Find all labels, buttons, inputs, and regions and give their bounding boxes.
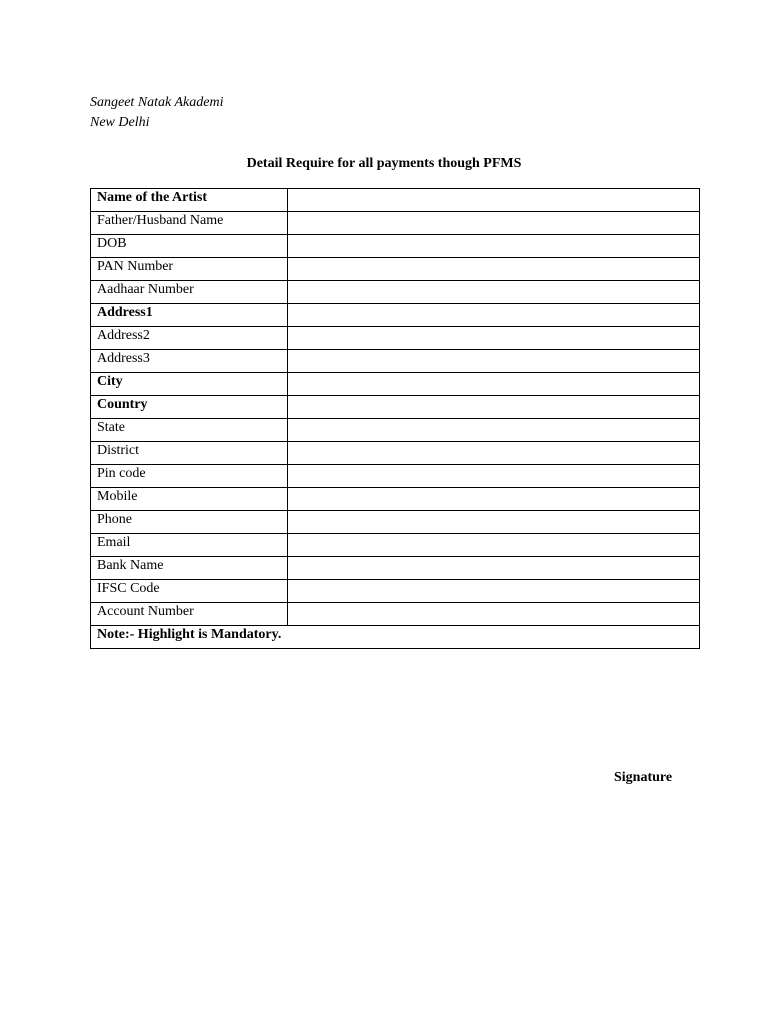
field-value-cell[interactable]: [288, 189, 700, 212]
field-label: Mobile: [91, 488, 288, 511]
table-row: [91, 557, 700, 580]
field-label: City: [91, 373, 288, 396]
field-value-cell[interactable]: [288, 212, 700, 235]
field-value-cell[interactable]: [288, 419, 700, 442]
table-row: [91, 534, 700, 557]
field-label: Email: [91, 534, 288, 557]
note-row: [91, 626, 700, 649]
field-label: DOB: [91, 235, 288, 258]
field-label: State: [91, 419, 288, 442]
organization-name: Sangeet Natak Akademi: [90, 95, 224, 110]
field-label: Address3: [91, 350, 288, 373]
table-row: [91, 580, 700, 603]
field-value-cell[interactable]: [288, 304, 700, 327]
field-label: Name of the Artist: [91, 189, 288, 212]
field-label: Aadhaar Number: [91, 281, 288, 304]
field-value-cell[interactable]: [288, 488, 700, 511]
field-value-cell[interactable]: [288, 511, 700, 534]
field-label: District: [91, 442, 288, 465]
field-label: Address2: [91, 327, 288, 350]
details-table: [90, 188, 700, 649]
details-table-body: [91, 189, 700, 649]
document-title: Detail Require for all payments though PFMS: [246, 156, 522, 171]
field-value-cell[interactable]: [288, 373, 700, 396]
field-label: Pin code: [91, 465, 288, 488]
table-row: [91, 603, 700, 626]
mandatory-note: Note:- Highlight is Mandatory.: [91, 626, 700, 649]
field-value-cell[interactable]: [288, 580, 700, 603]
field-value-cell[interactable]: [288, 235, 700, 258]
field-label: Account Number: [91, 603, 288, 626]
table-row: [91, 511, 700, 534]
field-value-cell[interactable]: [288, 396, 700, 419]
field-label: Father/Husband Name: [91, 212, 288, 235]
table-row: [91, 373, 700, 396]
table-row: [91, 327, 700, 350]
organization-city: New Delhi: [90, 115, 150, 130]
field-value-cell[interactable]: [288, 350, 700, 373]
table-row: [91, 304, 700, 327]
field-value-cell[interactable]: [288, 281, 700, 304]
table-row: [91, 281, 700, 304]
field-value-cell[interactable]: [288, 465, 700, 488]
table-row: [91, 465, 700, 488]
field-value-cell[interactable]: [288, 258, 700, 281]
field-value-cell[interactable]: [288, 603, 700, 626]
table-row: [91, 442, 700, 465]
field-value-cell[interactable]: [288, 557, 700, 580]
field-value-cell[interactable]: [288, 534, 700, 557]
field-label: Address1: [91, 304, 288, 327]
field-value-cell[interactable]: [288, 327, 700, 350]
table-row: [91, 212, 700, 235]
table-row: [91, 258, 700, 281]
table-row: [91, 419, 700, 442]
table-row: [91, 235, 700, 258]
field-label: PAN Number: [91, 258, 288, 281]
field-label: IFSC Code: [91, 580, 288, 603]
table-row: [91, 189, 700, 212]
field-label: Country: [91, 396, 288, 419]
field-label: Bank Name: [91, 557, 288, 580]
field-value-cell[interactable]: [288, 442, 700, 465]
signature-label: Signature: [614, 770, 673, 785]
table-row: [91, 396, 700, 419]
table-row: [91, 350, 700, 373]
table-row: [91, 488, 700, 511]
field-label: Phone: [91, 511, 288, 534]
organization-header: [90, 93, 224, 133]
